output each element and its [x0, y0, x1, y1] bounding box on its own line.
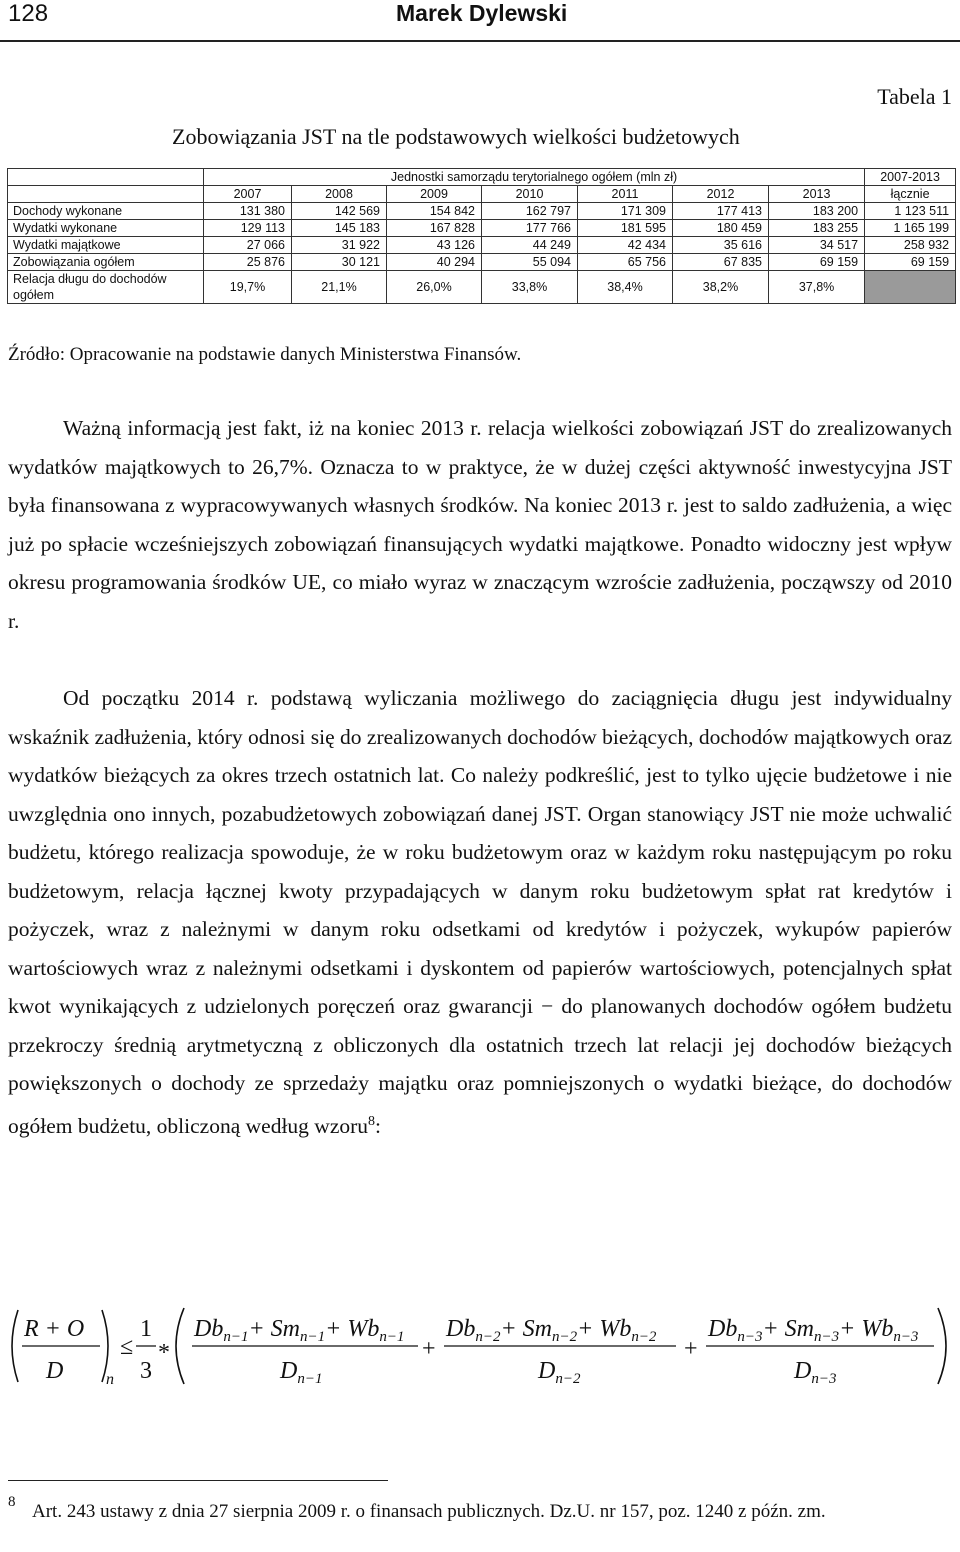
table-cell: 19,7%	[204, 271, 292, 304]
lhs-subscript: n	[106, 1371, 114, 1386]
table-cell: 37,8%	[769, 271, 865, 304]
table-cell: 34 517	[769, 237, 865, 254]
table-cell: 31 922	[292, 237, 387, 254]
table-cell: 183 200	[769, 203, 865, 220]
svg-text:Dn−3: $D_{n-3}$	[794, 1358, 837, 1386]
body-paragraph-2: Od początku 2014 r. podstawą wyliczania możliwego do zaciągnięcia długu jest indywidualny wskaźnik zadłużenia, który odnosi się do zrealizowanych dochodów bieżących, dochodów majątkowych oraz wydatków bieżących za okres trzech ostatnich lat. Co należy podkreślić, jest to tylko ujęcie budżetowe i nie uwzględnia ono innych, pozabudżetowych zobowiązań danej JST. Organ stanowiący JST nie może uchwalić budżetu, którego realizacja spowoduje, że w roku budżetowym oraz w każdym roku następującym po roku budżetowym, relacja łącznej kwoty przypadających w danym roku budżetowym spłat rat kredytów i pożyczek, wraz z należnymi w danym roku odsetkami od kredytów i pożyczek, wykupów papierów wartościowych wraz z należnymi odsetkami i dyskontem od papierów wartościowych, potencjalnych spłat kwot wynikających z udzielonych poręczeń oraz gwarancji − do planowanych dochodów ogółem budżetu przekroczy średnią arytmetyczną z obliczonych dla ostatnich trzech lat relacji jej dochodów bieżących powiększonych o dochody ze sprzedaży majątku oraz pomniejszonych o wydatki bieżące, do dochodów ogółem budżetu, obliczoną według wzoru$^8$:	[8, 686, 952, 1138]
table-cell: 177 766	[482, 220, 578, 237]
table-cell: 67 835	[673, 254, 769, 271]
table-cell: 26,0%	[387, 271, 482, 304]
table-cell: 21,1%	[292, 271, 387, 304]
year-header: 2012	[673, 186, 769, 203]
table-title: Zobowiązania JST na tle podstawowych wielkości budżetowych	[172, 124, 740, 149]
table-years-row	[8, 186, 956, 203]
table-cell: 43 126	[387, 237, 482, 254]
table-cell: 30 121	[292, 254, 387, 271]
svg-text:Dbn−1+ Smn−1+ Wbn−1: $Db_{n-1}+ Sm_{n-1}+ Wb_{n-1}$	[194, 1316, 405, 1345]
table-cell: 154 842	[387, 203, 482, 220]
footnote-rule	[8, 1480, 388, 1481]
formula-term-3	[706, 1316, 934, 1386]
formula-term-1	[192, 1316, 418, 1386]
table-cell: 38,4%	[578, 271, 673, 304]
table-cell: 180 459	[673, 220, 769, 237]
page-number: 128	[8, 0, 49, 27]
total-header-line2: łącznie	[865, 186, 956, 203]
group-header: Jednostki samorządu terytorialnego ogółem (mln zł)	[204, 169, 865, 186]
leq-sign: ≤	[120, 1334, 134, 1360]
svg-text:Dn−2: $D_{n-2}$	[538, 1358, 581, 1386]
table-cell: 38,2%	[673, 271, 769, 304]
table-cell: 25 876	[204, 254, 292, 271]
year-header: 2010	[482, 186, 578, 203]
table-cell: 65 756	[578, 254, 673, 271]
table-cell: 27 066	[204, 237, 292, 254]
lhs-numerator: R + O	[24, 1316, 85, 1342]
row-label: Wydatki wykonane	[8, 220, 204, 237]
total-cell: 258 932	[865, 237, 956, 254]
budget-table	[7, 168, 956, 304]
table-cell: 42 434	[578, 237, 673, 254]
plus-sign: +	[422, 1336, 436, 1362]
table-cell: 44 249	[482, 237, 578, 254]
table-cell: 33,8%	[482, 271, 578, 304]
table-cell: 142 569	[292, 203, 387, 220]
table-cell: 145 183	[292, 220, 387, 237]
plus-sign: +	[684, 1336, 698, 1362]
total-cell: 1 123 511	[865, 203, 956, 220]
empty-shaded-cell	[865, 271, 956, 304]
debt-ratio-formula	[4, 1306, 956, 1386]
table-source: Źródło: Opracowanie na podstawie danych Ministerstwa Finansów.	[8, 344, 522, 365]
table-cell: 69 159	[769, 254, 865, 271]
table-row	[8, 203, 956, 220]
total-cell: 69 159	[865, 254, 956, 271]
year-header: 2007	[204, 186, 292, 203]
year-header: 2008	[292, 186, 387, 203]
paragraph-text: Od początku 2014 r. podstawą wyliczania możliwego do zaciągnięcia długu jest indywidualny wskaźnik zadłużenia, który odnosi się do zrealizowanych dochodów bieżących, dochodów majątkowych oraz wydatków bieżących za okres trzech ostatnich lat. Co należy podkreślić, jest to tylko ujęcie budżetowe i nie uwzględnia ono innych, pozabudżetowych zobowiązań danej JST. Organ stanowiący JST nie może uchwalić budżetu, którego realizacja spowoduje, że w roku budżetowym oraz w każdym roku następującym po roku budżetowym, relacja łącznej kwoty przypadających w danym roku budżetowym spłat rat kredytów i pożyczek, wraz z należnymi w danym roku odsetkami od kredytów i pożyczek, wykupów papierów wartościowych wraz z należnymi odsetkami i dyskontem od papierów wartościowych, potencjalnych spłat kwot wynikających z udzielonych poręczeń oraz gwarancji − do planowanych dochodów ogółem budżetu przekroczy średnią arytmetyczną z obliczonych dla ostatnich trzech lat relacji jej dochodów bieżących powiększonych o dochody ze sprzedaży majątku oraz pomniejszonych o wydatki bieżące, do dochodów ogółem budżetu, obliczoną według wzoru	[8, 686, 952, 1138]
header-rule	[0, 40, 960, 42]
times-sign: *	[158, 1340, 170, 1366]
table-cell: 177 413	[673, 203, 769, 220]
table-label: Tabela 1	[877, 84, 952, 109]
body-paragraph-1: Ważną informacją jest fakt, iż na koniec 2013 r. relacja wielkości zobowiązań JST do zrealizowanych wydatków majątkowych to 26,7%. Oznacza to w praktyce, że w dużej części aktywność inwestycyjna JST była finansowana z wypracowywanych własnych środków. Na koniec 2013 r. jest to saldo zadłużenia, a więc już po spłacie wcześniejszych zobowiązań finansujących wydatki majątkowe. Ponadto widoczny jest wpływ okresu programowania środków UE, co miało wyraz w znaczącym wzroście zadłużenia, począwszy od 2010 r.	[8, 416, 952, 633]
table-cell: 183 255	[769, 220, 865, 237]
table-cell: 167 828	[387, 220, 482, 237]
row-label: Dochody wykonane	[8, 203, 204, 220]
year-header: 2009	[387, 186, 482, 203]
footnote-text: Art. 243 ustawy z dnia 27 sierpnia 2009 r. o finansach publicznych. Dz.U. nr 157, poz. 1240 z późn. zm.	[32, 1501, 826, 1522]
table-row	[8, 254, 956, 271]
year-header: 2013	[769, 186, 865, 203]
row-label: Wydatki majątkowe	[8, 237, 204, 254]
table-cell: 129 113	[204, 220, 292, 237]
third-numerator: 1	[140, 1316, 152, 1342]
table-row	[8, 220, 956, 237]
table-cell: 35 616	[673, 237, 769, 254]
lhs-denominator: D	[46, 1358, 64, 1384]
total-header-line1: 2007-2013	[865, 169, 956, 186]
row-label: Zobowiązania ogółem	[8, 254, 204, 271]
table-row	[8, 271, 956, 304]
third-denominator: 3	[140, 1358, 152, 1384]
footnote-ref: 8	[368, 1113, 376, 1129]
total-cell: 1 165 199	[865, 220, 956, 237]
year-header: 2011	[578, 186, 673, 203]
table-cell: 131 380	[204, 203, 292, 220]
formula-term-2	[444, 1316, 676, 1386]
table-cell: 171 309	[578, 203, 673, 220]
footnote-number: 8	[8, 1494, 16, 1510]
svg-text:Dbn−2+ Smn−2+ Wbn−2: $Db_{n-2}+ Sm_{n-2}+ Wb_{n-2}$	[446, 1316, 657, 1345]
table-cell: 162 797	[482, 203, 578, 220]
table-row	[8, 237, 956, 254]
svg-text:Dn−1: $D_{n-1}$	[280, 1358, 323, 1386]
svg-text:Dbn−3+ Smn−3+ Wbn−3: $Db_{n-3}+ Sm_{n-3}+ Wb_{n-3}$	[708, 1316, 919, 1345]
row-label: Relacja długu do dochodów ogółem	[8, 271, 204, 304]
table-cell: 55 094	[482, 254, 578, 271]
table-cell: 181 595	[578, 220, 673, 237]
table-header-row	[8, 169, 956, 186]
table-cell: 40 294	[387, 254, 482, 271]
running-header-author: Marek Dylewski	[396, 0, 568, 26]
